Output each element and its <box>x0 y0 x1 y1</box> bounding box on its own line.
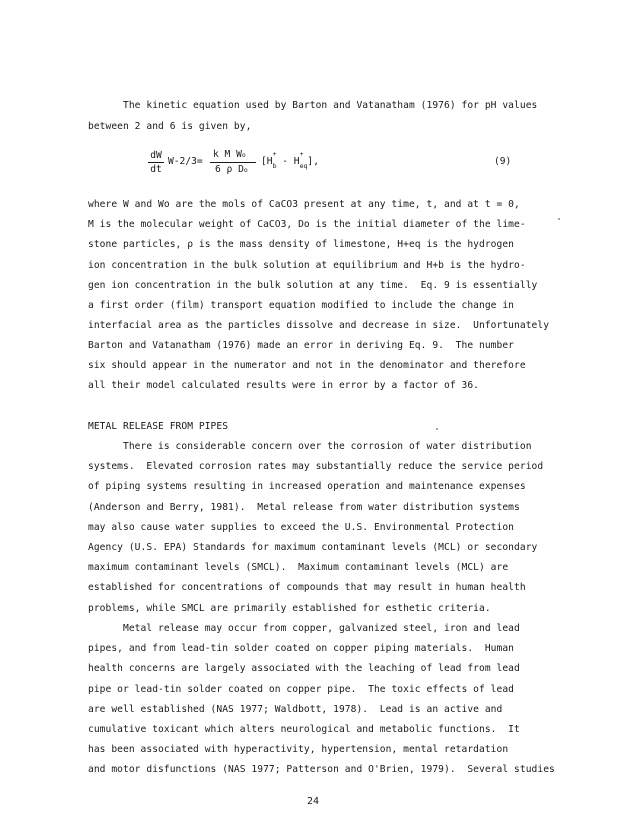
text-line: Agency (U.S. EPA) Standards for maximum contaminant levels (MCL) or secondary <box>88 542 538 553</box>
text-line: problems, while SMCL are primarily established for esthetic criteria. <box>88 603 491 614</box>
text-line: gen ion concentration in the bulk solution at any time. Eq. 9 is essentially <box>88 280 538 291</box>
text-line: (Anderson and Berry, 1981). Metal release from water distribution systems <box>88 502 520 513</box>
equation-bracket-term: [H + $_b$ - H + $_{eq}$], <box>261 150 319 170</box>
text-line: Barton and Vatanatham (1976) made an error in deriving Eq. 9. The number <box>88 340 515 351</box>
text-line: M is the molecular weight of CaCO3, Do is the initial diameter of the lime- <box>88 219 526 230</box>
scan-speck <box>436 428 438 430</box>
equation-number: (9) <box>494 156 512 167</box>
scan-speck <box>558 218 560 220</box>
text-line: are well established (NAS 1977; Waldbott, 1978). Lead is an active and <box>88 704 503 715</box>
text-line: has been associated with hyperactivity, hypertension, mental retardation <box>88 744 509 755</box>
text-line: a first order (film) transport equation modified to include the change in <box>88 300 515 311</box>
text-line: cumulative toxicant which alters neurological and metabolic functions. It <box>88 724 520 735</box>
fraction-bar <box>210 162 256 163</box>
text-line: pipes, and from lead-tin solder coated on copper piping materials. Human <box>88 643 515 654</box>
text-line: established for concentrations of compounds that may result in human health <box>88 582 526 593</box>
text-line: health concerns are largely associated with the leaching of lead from lead <box>88 663 520 674</box>
text-line: The kinetic equation used by Barton and Vatanatham (1976) for pH values <box>88 100 538 111</box>
text-line: may also cause water supplies to exceed the U.S. Environmental Protection <box>88 522 515 533</box>
text-line: stone particles, ρ is the mass density of limestone, H+eq is the hydrogen <box>88 239 515 250</box>
text-line: where W and Wo are the mols of CaCO3 present at any time, t, and at t = 0, <box>88 199 520 210</box>
text-line: and motor disfunctions (NAS 1977; Patterson and O'Brien, 1979). Several studies <box>88 764 555 775</box>
text-line: Metal release may occur from copper, galvanized steel, iron and lead <box>88 623 520 634</box>
text-line: all their model calculated results were in error by a factor of 36. <box>88 380 480 391</box>
page-number: 24 <box>307 796 320 807</box>
text-line: of piping systems resulting in increased operation and maintenance expenses <box>88 481 526 492</box>
equation-w-power: W-2/3= <box>168 156 203 167</box>
equation-rhs-numerator: k M Wo <box>213 149 246 160</box>
section-heading: METAL RELEASE FROM PIPES <box>88 421 229 432</box>
equation-rhs-denominator: 6 ρ Do <box>215 164 248 175</box>
equation-lhs-denominator: dt <box>150 164 162 175</box>
text-line: maximum contaminant levels (SMCL). Maximum contaminant levels (MCL) are <box>88 562 509 573</box>
text-line: systems. Elevated corrosion rates may substantially reduce the service period <box>88 461 544 472</box>
text-line: six should appear in the numerator and not in the denominator and therefore <box>88 360 526 371</box>
text-line: ion concentration in the bulk solution at equilibrium and H+b is the hydro- <box>88 260 526 271</box>
text-line: pipe or lead-tin solder coated on copper pipe. The toxic effects of lead <box>88 684 515 695</box>
fraction-bar <box>148 162 164 163</box>
equation-lhs-numerator: dW <box>150 150 162 161</box>
text-line: interfacial area as the particles dissolve and decrease in size. Unfortunately <box>88 320 550 331</box>
text-line: between 2 and 6 is given by, <box>88 121 252 132</box>
text-line: There is considerable concern over the corrosion of water distribution <box>88 441 532 452</box>
